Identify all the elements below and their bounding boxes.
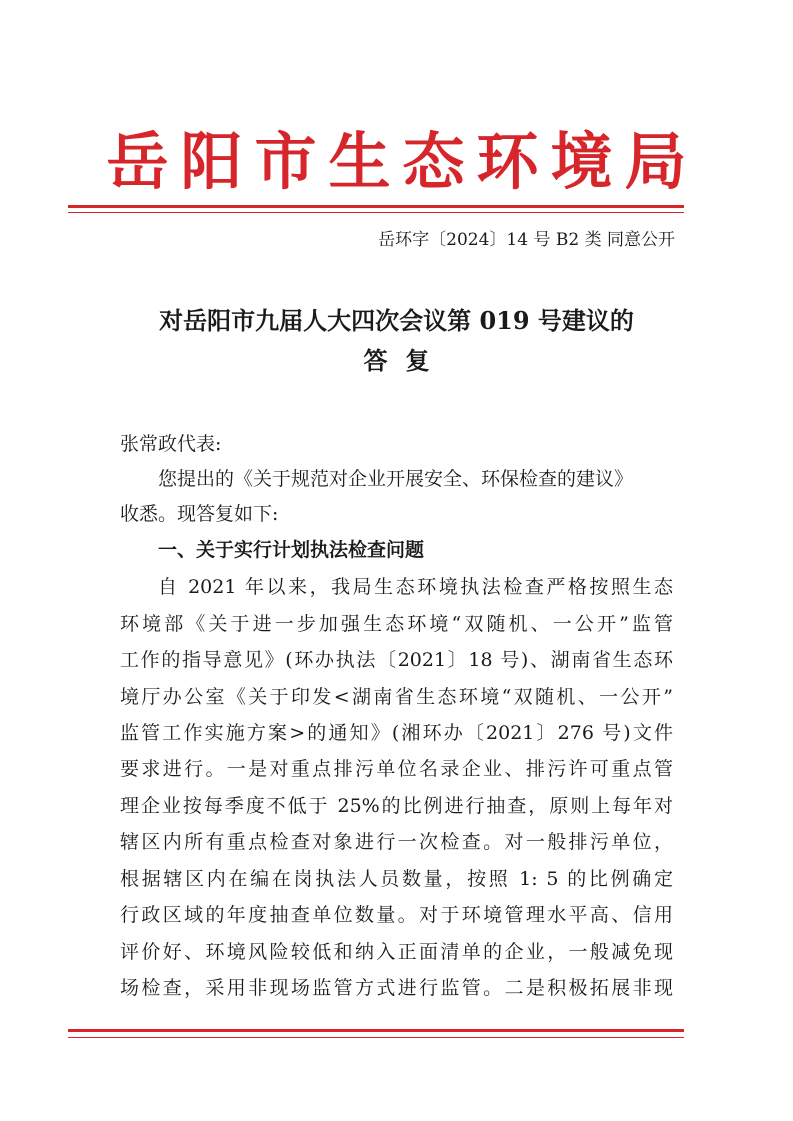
document-title-line1: 对岳阳市九届人大四次会议第 019 号建议的 — [159, 306, 634, 335]
body-line: 根据辖区内在编在岗执法人员数量，按照 1: 5 的比例确定 — [120, 868, 673, 890]
body-line: 评价好、环境风险较低和纳入正面清单的企业，一般减免现 — [120, 941, 673, 963]
body-line: 辖区内所有重点检查对象进行一次检查。对一般排污单位， — [120, 831, 673, 853]
document-number: 岳环字〔2024〕14 号 B2 类 同意公开 — [378, 230, 675, 250]
body-line: 收悉。现答复如下: — [120, 503, 279, 525]
body-line: 监管工作实施方案>的通知》(湘环办〔2021〕276 号)文件 — [120, 722, 673, 744]
body-line: 理企业按每季度不低于 25%的比例进行抽查，原则上每年对 — [120, 795, 673, 817]
footer-rule-thick — [68, 1029, 684, 1032]
footer-rule-thin — [68, 1037, 684, 1038]
body-line: 场检查，采用非现场监管方式进行监管。二是积极拓展非现 — [120, 977, 673, 999]
body-line: 境厅办公室《关于印发<湖南省生态环境“双随机、一公开” — [120, 686, 673, 708]
body-line: 要求进行。一是对重点排污单位名录企业、排污许可重点管 — [120, 758, 673, 780]
document-title-line2: 答复 — [363, 346, 448, 375]
letterhead-rule-thin — [68, 212, 684, 213]
section-heading: 一、关于实行计划执法检查问题 — [158, 539, 425, 561]
letterhead-rule-thick — [68, 205, 684, 208]
salutation: 张常政代表: — [120, 433, 222, 455]
body-line: 环境部《关于进一步加强生态环境“双随机、一公开”监管 — [120, 613, 673, 635]
body-line: 您提出的《关于规范对企业开展安全、环保检查的建议》 — [158, 468, 634, 490]
letterhead-title: 岳阳市生态环境局 — [106, 125, 699, 198]
body-line: 自 2021 年以来，我局生态环境执法检查严格按照生态 — [158, 576, 673, 598]
body-line: 行政区域的年度抽查单位数量。对于环境管理水平高、信用 — [120, 904, 673, 926]
body-line: 工作的指导意见》(环办执法〔2021〕18 号)、湖南省生态环 — [120, 649, 673, 671]
